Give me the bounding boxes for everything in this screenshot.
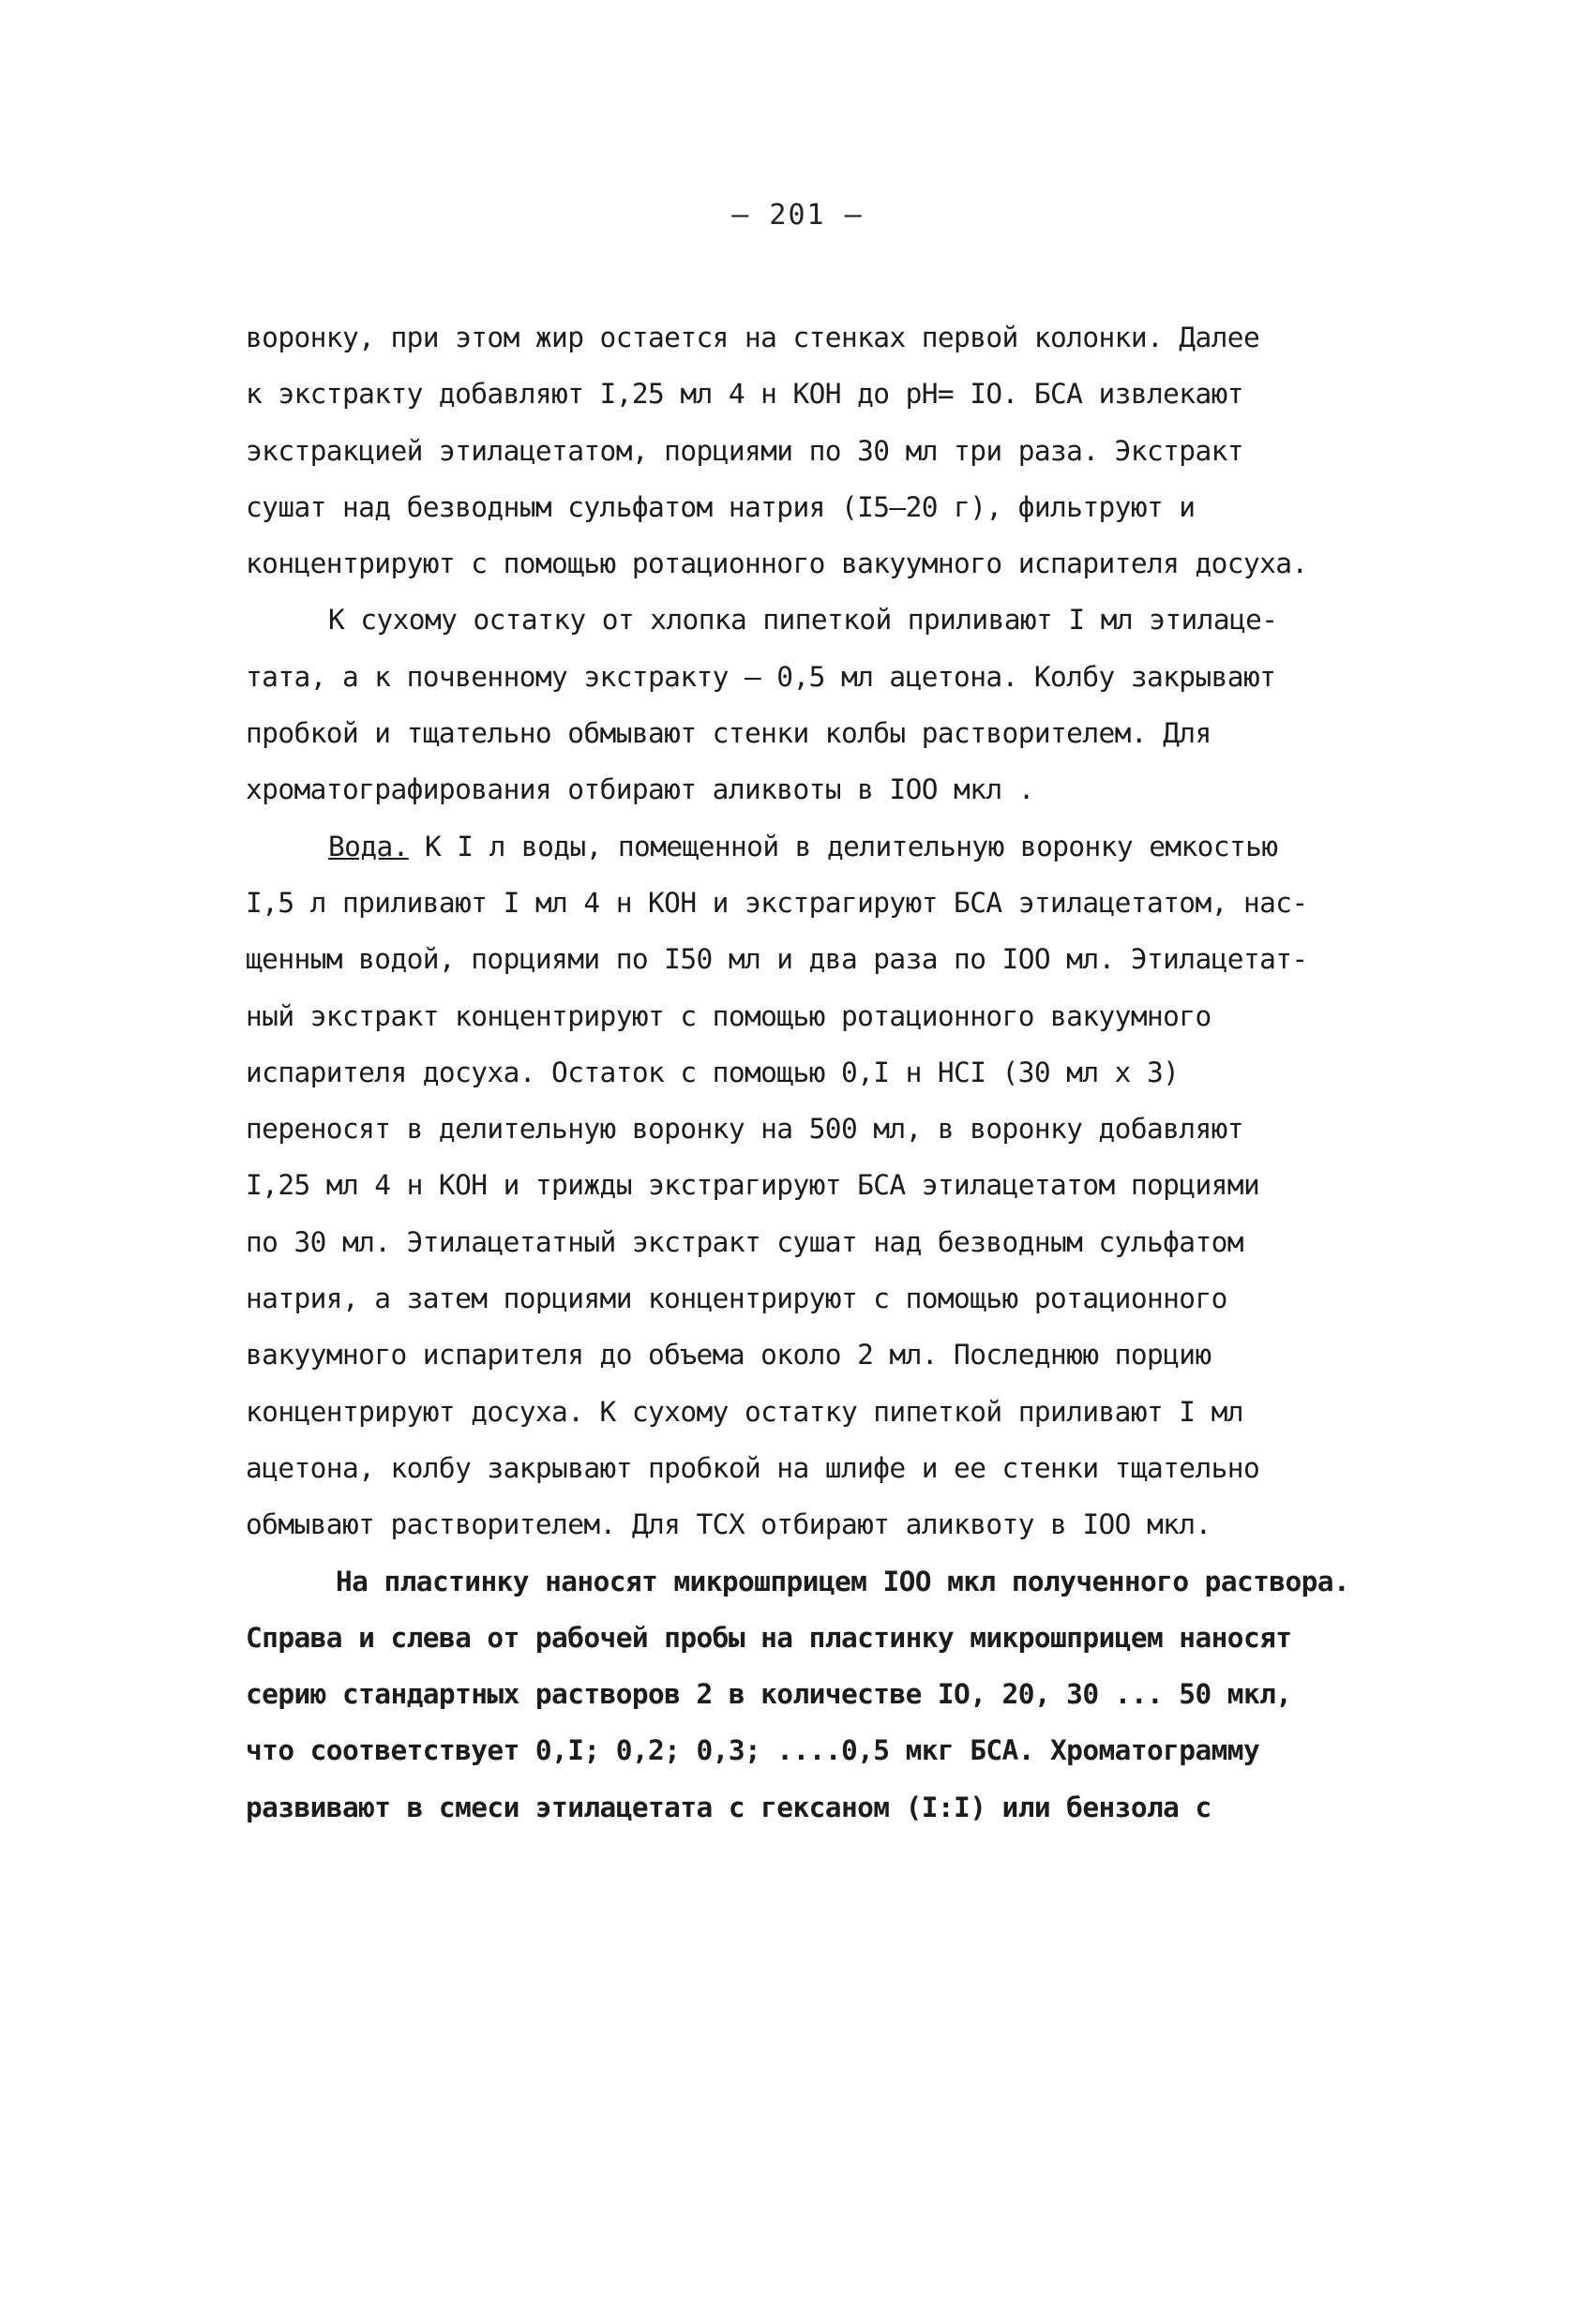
document-body (246, 309, 1418, 1836)
text-line: обмывают растворителем. Для ТСХ отбирают аликвоту в IOO мкл. (246, 1508, 1211, 1541)
text-line: ацетона, колбу закрывают пробкой на шлифе и ее стенки тщательно (246, 1451, 1260, 1484)
text-line: натрия, а затем порциями концентрируют с помощью ротационного (246, 1282, 1227, 1315)
text-line: развивают в смеси этилацетата с гексаном (I:I) или бензола с (246, 1791, 1211, 1823)
text-line: серию стандартных растворов 2 в количестве IO, 20, 30 ... 50 мкл, (246, 1678, 1292, 1711)
text-line: сушат над безводным сульфатом натрия (I5–20 г), фильтруют и (246, 490, 1196, 523)
text-line: I,5 л приливают I мл 4 н КОН и экстрагируют БСА этилацетатом, нас- (246, 886, 1308, 919)
text-line: пробкой и тщательно обмывают стенки колбы растворителем. Для (246, 717, 1211, 750)
text-line: переносят в делительную воронку на 500 мл, в воронку добавляют (246, 1113, 1243, 1146)
text-line: что соответствует 0,I; 0,2; 0,3; ....0,5 мкг БСА. Хроматограмму (246, 1734, 1260, 1767)
page-number: – 201 – (731, 199, 864, 232)
text-line: тата, а к почвенному экстракту – 0,5 мл ацетона. Колбу закрывают (246, 660, 1276, 693)
text-fragment: К I л воды, помещенной в делительную воронку емкостью (408, 830, 1278, 862)
text-line: Справа и слева от рабочей пробы на пластинку микрошприцем наносят (246, 1621, 1292, 1654)
text-line: К сухому остатку от хлопка пипеткой приливают I мл этилаце- (328, 604, 1278, 637)
text-line: испарителя досуха. Остаток с помощью 0,I н HCI (30 мл х 3) (246, 1056, 1180, 1088)
text-line: к экстракту добавляют I,25 мл 4 н КОН до рН= IO. БСА извлекают (246, 378, 1243, 411)
text-line: ный экстракт концентрируют с помощью ротационного вакуумного (246, 999, 1211, 1032)
text-line-with-heading (246, 818, 1418, 875)
text-line: концентрируют с помощью ротационного вакуумного испарителя досуха. (246, 547, 1308, 580)
text-line: вакуумного испарителя до объема около 2 мл. Последнюю порцию (246, 1339, 1211, 1372)
text-line: концентрируют досуха. К сухому остатку пипеткой приливают I мл (246, 1395, 1243, 1428)
text-line: воронку, при этом жир остается на стенках первой колонки. Далее (246, 322, 1260, 353)
text-line: хроматографирования отбирают аликвоты в IOO мкл . (246, 773, 1034, 806)
section-heading-water: Вода. (328, 830, 409, 862)
text-line: I,25 мл 4 н КОН и трижды экстрагируют БСА этилацетатом порциями (246, 1169, 1260, 1202)
text-line: На пластинку наносят микрошприцем IOO мкл полученного раствора. (336, 1565, 1350, 1597)
text-line: щенным водой, порциями по I50 мл и два раза по IOO мл. Этилацетат- (246, 943, 1308, 976)
text-line: экстракцией этилацетатом, порциями по 30 мл три раза. Экстракт (246, 434, 1243, 467)
text-line: по 30 мл. Этилацетатный экстракт сушат над безводным сульфатом (246, 1225, 1243, 1258)
